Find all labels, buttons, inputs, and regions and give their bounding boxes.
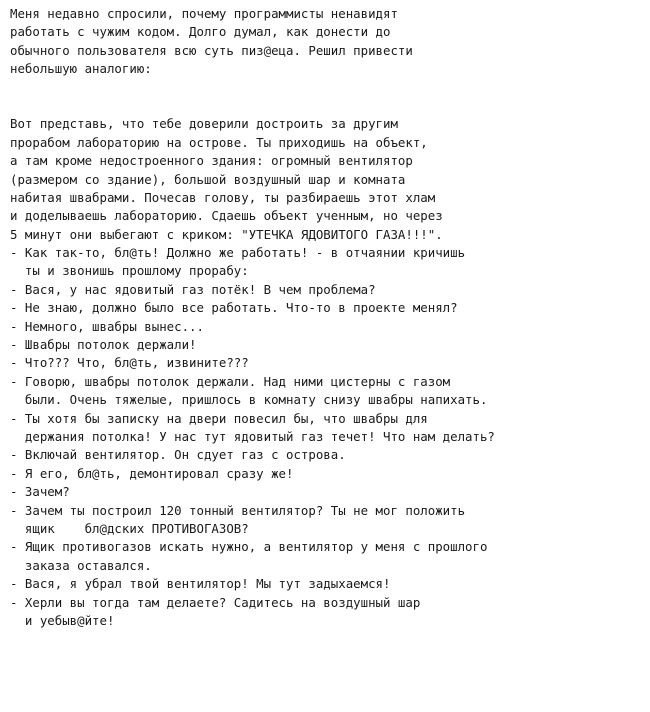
- story-line: прорабом лабораторию на острове. Ты приходишь на объект,: [10, 134, 428, 150]
- dialogue-line: - Зачем?: [10, 484, 70, 500]
- dialogue-line: заказа оставался.: [10, 557, 152, 573]
- intro-line: небольшую аналогию:: [10, 61, 152, 77]
- dialogue-line: были. Очень тяжелые, пришлось в комнату снизу швабры напихать.: [10, 392, 488, 408]
- dialogue-line: - Я его, бл@ть, демонтировал сразу же!: [10, 465, 294, 481]
- dialogue-line: держания потолка! У нас тут ядовитый газ течет! Что нам делать?: [10, 429, 495, 444]
- dialogue-line: - Не знаю, должно было все работать. Что-то в проекте менял?: [10, 300, 458, 316]
- dialogue-line: - Включай вентилятор. Он сдует газ с острова.: [10, 447, 346, 463]
- dialogue-line: и уебыв@йте!: [10, 612, 115, 628]
- intro-line: обычного пользователя всю суть пиз@еца. Решил привести: [10, 42, 413, 58]
- dialogue-line: - Херли вы тогда там делаете? Садитесь на воздушный шар: [10, 594, 421, 610]
- story-line: а там кроме недостроенного здания: огромный вентилятор: [10, 153, 413, 169]
- story-line: Вот представь, что тебе доверили достроить за другим: [10, 116, 398, 132]
- paragraph-gap: [10, 79, 640, 116]
- dialogue-line: - Вася, у нас ядовитый газ потёк! В чем проблема?: [10, 281, 376, 297]
- dialogue-line: - Вася, я убрал твой вентилятор! Мы тут задыхаемся!: [10, 576, 391, 592]
- dialogue-line: ящик бл@дских ПРОТИВОГАЗОВ?: [10, 520, 249, 536]
- intro-line: работать с чужим кодом. Долго думал, как донести до: [10, 24, 391, 40]
- dialogue-line: - Говорю, швабры потолок держали. Над ними цистерны с газом: [10, 373, 451, 389]
- story-line: (размером со здание), большой воздушный шар и комната: [10, 171, 406, 187]
- story-line: и доделываешь лабораторию. Сдаешь объект ученным, но через: [10, 208, 443, 224]
- dialogue-line: - Немного, швабры вынес...: [10, 318, 204, 334]
- dialogue-line: - Ты хотя бы записку на двери повесил бы, что швабры для: [10, 410, 428, 426]
- intro-line: Меня недавно спросили, почему программисты ненавидят: [10, 6, 398, 21]
- dialogue-line: - Как так-то, бл@ть! Должно же работать! - в отчаянии кричишь: [10, 245, 466, 261]
- dialogue-line: - Швабры потолок держали!: [10, 337, 197, 353]
- dialogue-line: - Что??? Что, бл@ть, извините???: [10, 355, 249, 371]
- story-line: 5 минут они выбегают с криком: "УТЕЧКА ЯДОВИТОГО ГАЗА!!!".: [10, 226, 443, 242]
- dialogue-line: - Зачем ты построил 120 тонный вентилятор? Ты не мог положить: [10, 502, 466, 518]
- story-line: набитая швабрами. Почесав голову, ты разбираешь этот хлам: [10, 189, 436, 205]
- post-text: [10, 5, 640, 630]
- dialogue-line: - Ящик противогазов искать нужно, а вентилятор у меня с прошлого: [10, 539, 488, 555]
- dialogue-line: ты и звонишь прошлому прорабу:: [10, 263, 249, 279]
